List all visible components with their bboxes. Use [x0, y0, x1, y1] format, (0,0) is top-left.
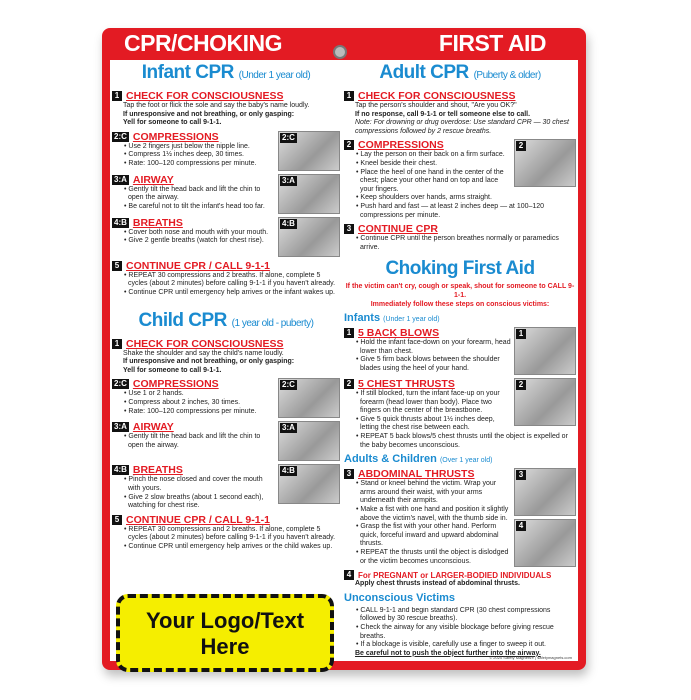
step-header	[112, 217, 275, 229]
instruction-text: Tap the person's shoulder and shout, "Are you OK?"	[355, 102, 517, 109]
instruction-step	[112, 378, 340, 418]
instruction-text: • Give 5 quick thrusts about 1½ inches deep, letting the chest rise between each.	[356, 415, 495, 432]
illustration-step-badge: 2:C	[282, 380, 295, 390]
step-number-badge: 1	[112, 91, 122, 101]
illustration-image	[514, 378, 576, 426]
section-title-text: Child CPR	[138, 309, 227, 331]
instruction-text: • Keep shoulders over hands, arms straight.	[356, 194, 492, 202]
step-header	[344, 378, 511, 390]
instruction-text: • Give 2 gentle breaths (watch for chest rise).	[124, 237, 264, 245]
step-number-badge: 4:B	[114, 465, 127, 475]
instruction-text: • Cover both nose and mouth with your mouth.	[124, 228, 269, 236]
step-header	[112, 514, 340, 526]
logo-line2: Here	[200, 634, 250, 659]
choking-intro: If the victim can't cry, cough or speak, shout for someone to CALL 9-1-1.	[345, 283, 575, 299]
instruction-text: • Rate: 100–120 compressions per minute.	[124, 407, 257, 415]
step-number-badge: 5	[112, 261, 122, 271]
illustration-image	[278, 378, 340, 418]
illustration-step-badge: 1	[516, 329, 526, 339]
step-heading: For PREGNANT or LARGER-BODIED INDIVIDUALS	[358, 570, 552, 580]
illustration-image	[278, 131, 340, 171]
step-number-badge: 5	[112, 515, 122, 525]
step-number-badge: 1	[344, 328, 354, 338]
section-title-text: Choking First Aid	[385, 258, 535, 280]
step-heading: 5 BACK BLOWS	[358, 327, 440, 340]
step-heading: CONTINUE CPR / CALL 9-1-1	[126, 513, 270, 526]
illustration-step-badge: 3:A	[282, 423, 295, 433]
instruction-text: • If a blockage is visible, carefully use a finger to sweep it out.	[356, 641, 546, 649]
step-header	[112, 131, 275, 143]
section-title	[344, 62, 576, 87]
step-header	[112, 464, 275, 476]
step-header	[112, 260, 340, 272]
instruction-text: • Pinch the nose closed and cover the mouth with yours.	[124, 476, 263, 492]
instruction-text: Yell for someone to call 9-1-1.	[123, 366, 222, 374]
group-heading	[344, 312, 576, 324]
step-heading: 5 CHEST THRUSTS	[358, 378, 455, 391]
step-header	[112, 378, 275, 390]
illustration-step-badge: 4:B	[282, 218, 295, 228]
instruction-text: Be careful not to push the object further into the airway.	[355, 649, 541, 657]
section-adult-cpr	[344, 62, 576, 252]
group-note: (Under 1 year old)	[383, 316, 440, 324]
step-heading: CHECK FOR CONSCIOUSNESS	[126, 337, 284, 350]
instruction-text: • Kneel beside their chest.	[356, 159, 438, 167]
step-heading: BREATHS	[132, 464, 183, 477]
illustration-step-badge: 4:B	[282, 466, 295, 476]
step-heading: AIRWAY	[132, 421, 174, 434]
instruction-text: • If still blocked, turn the infant face-up on your forearm (head lower than body). Place two fingers on the center of the breastbone.	[356, 390, 500, 415]
illustration-step-badge: 3	[516, 470, 526, 480]
step-number-badge: 4	[344, 570, 354, 580]
instruction-text: • Push hard and fast — at least 2 inches deep — at 100–120 compressions per minute.	[356, 202, 545, 219]
instruction-text: • Be careful not to tilt the infant's head too far.	[124, 202, 265, 210]
instruction-text: • Hold the infant face-down on your forearm, head lower than chest.	[356, 339, 511, 355]
instruction-text: • Rate: 100–120 compressions per minute.	[124, 159, 257, 167]
group-label: Adults & Children	[344, 453, 437, 466]
step-number-badge: 1	[344, 91, 354, 101]
instruction-text: • Compress about 2 inches, 30 times.	[124, 398, 241, 406]
step-header	[344, 139, 511, 151]
first-aid-card	[102, 28, 586, 670]
instruction-text: • Compress 1½ inches deep, 30 times.	[124, 151, 244, 159]
section-title	[112, 62, 340, 87]
section-title-text: Infant CPR	[141, 62, 234, 83]
step-number-badge: 3:A	[114, 174, 127, 184]
instruction-step	[112, 174, 340, 214]
instruction-text: • Use 2 fingers just below the nipple line.	[124, 142, 250, 150]
logo-placeholder	[116, 594, 334, 672]
section-title-text: Adult CPR	[379, 62, 469, 83]
instruction-text: • CALL 9-1-1 and begin standard CPR (30 chest compressions followed by 30 rescue breaths).	[356, 606, 551, 623]
step-number-badge: 1	[112, 339, 122, 349]
step-header	[112, 421, 275, 433]
step-heading: COMPRESSIONS	[132, 378, 219, 391]
step-number-badge: 2:C	[114, 131, 127, 141]
step-heading: CONTINUE CPR	[358, 223, 438, 236]
step-heading: CONTINUE CPR / CALL 9-1-1	[126, 259, 270, 272]
left-column	[112, 62, 340, 552]
instruction-step	[112, 464, 340, 510]
instruction-text: • REPEAT 5 back blows/5 chest thrusts until the object is expelled or the baby becomes unconscious.	[356, 433, 568, 449]
footer-copyright: © 2020 Safety Magnets® | safetymagnets.com	[489, 655, 572, 660]
step-heading: COMPRESSIONS	[132, 130, 219, 143]
illustration-image	[278, 217, 340, 257]
header-left-title: CPR/CHOKING	[124, 30, 283, 56]
instruction-text: • Grasp the fist with your other hand. Perform quick, forceful inward and upward abdominal thrusts.	[356, 523, 499, 548]
instruction-text: Yell for someone to call 9-1-1.	[123, 119, 222, 127]
illustration-image	[514, 139, 576, 187]
choking-intro: Immediately follow these steps on conscious victims:	[370, 300, 550, 308]
step-header	[344, 468, 511, 480]
instruction-text: Tap the foot or flick the sole and say the baby's name loudly.	[123, 102, 310, 109]
illustration-step-badge: 2:C	[282, 132, 295, 142]
instruction-text: • REPEAT 30 compressions and 2 breaths. If alone, complete 5 cycles (about 2 minutes) before calling 9-1-1 if you haven't already.	[124, 271, 336, 288]
illustration-image	[278, 174, 340, 214]
instruction-text: If unresponsive and not breathing, or only gasping:	[123, 358, 295, 366]
instruction-text: • Give 5 firm back blows between the shoulder blades using the heel of your hand.	[356, 356, 500, 372]
instruction-text: • Continue CPR until emergency help arrives or the infant wakes up.	[124, 288, 336, 296]
instruction-step	[112, 260, 340, 298]
instruction-step	[344, 570, 576, 589]
step-header	[344, 327, 511, 339]
section-infant-cpr	[112, 62, 340, 298]
illustration-step-badge: 4	[516, 521, 526, 531]
instruction-text: Shake the shoulder and say the child's name loudly.	[123, 349, 284, 357]
step-number-badge: 3:A	[114, 422, 127, 432]
instruction-step	[112, 131, 340, 171]
step-header	[344, 90, 576, 102]
section-subtitle: (Puberty & older)	[473, 70, 541, 81]
instruction-step	[344, 327, 576, 375]
step-heading: AIRWAY	[132, 173, 174, 186]
hanging-hole	[333, 45, 347, 59]
step-heading: ABDOMINAL THRUSTS	[358, 468, 475, 481]
step-number-badge: 2	[344, 140, 354, 150]
illustration-step-badge: 2	[516, 141, 526, 151]
logo-line1: Your Logo/Text	[145, 608, 305, 633]
instruction-text: • REPEAT 30 compressions and 2 breaths. If alone, complete 5 cycles (about 2 minutes) before calling 9-1-1 if you haven't already.	[124, 525, 336, 542]
step-number-badge: 2:C	[114, 379, 127, 389]
section-child-cpr	[112, 310, 340, 552]
step-header	[112, 338, 340, 350]
instruction-text: If unresponsive and not breathing, or only gasping:	[123, 110, 295, 118]
step-heading: CHECK FOR CONSCIOUSNESS	[126, 90, 284, 102]
instruction-step	[112, 514, 340, 552]
instruction-step	[344, 223, 576, 252]
step-header	[344, 223, 576, 235]
illustration-step-badge: 2	[516, 380, 526, 390]
instruction-text: • REPEAT the thrusts until the object is dislodged or the victim becomes unconscious.	[356, 549, 509, 565]
step-number-badge: 4:B	[114, 217, 127, 227]
instruction-text: • Check the airway for any visible blockage before giving rescue breaths.	[356, 624, 554, 640]
step-header	[344, 570, 576, 580]
section-subtitle: (Under 1 year old)	[238, 70, 311, 81]
group-note: (Over 1 year old)	[439, 457, 493, 465]
step-number-badge: 3	[344, 224, 354, 234]
section-title	[112, 310, 340, 335]
instruction-step	[344, 90, 576, 136]
illustration-image	[514, 327, 576, 375]
step-heading: BREATHS	[132, 216, 183, 229]
instruction-text: Note: For drowning or drug overdose: Use standard CPR — 30 chest compressions followed by 2 rescue breaths.	[355, 119, 569, 135]
right-column	[344, 62, 576, 658]
group-label: Infants	[344, 312, 381, 325]
instruction-text: • Gently tilt the head back and lift the chin to open the airway.	[124, 185, 261, 202]
instruction-text: • Use 1 or 2 hands.	[124, 390, 184, 398]
instruction-step	[112, 338, 340, 376]
instruction-text: • Gently tilt the head back and lift the chin to open the airway.	[124, 433, 261, 449]
instruction-text: If no response, call 9-1-1 or tell someone else to call.	[355, 110, 531, 118]
group-label: Unconscious Victims	[344, 591, 456, 604]
illustration-image	[514, 519, 576, 567]
instruction-text: • Give 2 slow breaths (about 1 second each), watching for chest rise.	[124, 493, 264, 510]
step-number-badge: 2	[344, 379, 354, 389]
instruction-step	[112, 421, 340, 461]
instruction-step	[344, 468, 576, 567]
instruction-text: • Continue CPR until the person breathes normally or paramedics arrive.	[356, 235, 559, 251]
instruction-step	[112, 217, 340, 257]
instruction-text: • Stand or kneel behind the victim. Wrap your arms around their waist, with your arms underneath their armpits.	[356, 480, 497, 505]
instruction-text: • Make a fist with one hand and position it slightly above the victim's navel, with the thumb side in.	[356, 506, 509, 522]
section-subtitle: (1 year old - puberty)	[231, 317, 314, 329]
header-right-title: FIRST AID	[438, 30, 546, 56]
instruction-text: • Place the heel of one hand in the center of the chest; place your other hand on top and lace your fingers.	[356, 168, 504, 193]
group-heading	[344, 453, 576, 465]
section-choking-first-aid	[344, 258, 576, 658]
section-title	[344, 258, 576, 283]
instruction-text: • Lay the person on their back on a firm surface.	[356, 151, 505, 159]
instruction-step	[344, 607, 576, 659]
step-heading: CHECK FOR CONSCIOUSNESS	[358, 90, 516, 102]
step-header	[112, 174, 275, 186]
instruction-step	[344, 139, 576, 220]
instruction-step	[344, 378, 576, 450]
step-header	[112, 90, 340, 102]
instruction-text: Apply chest thrusts instead of abdominal thrusts.	[355, 580, 520, 588]
illustration-step-badge: 3:A	[282, 175, 295, 185]
illustration-image	[278, 421, 340, 461]
illustration-image	[278, 464, 340, 504]
group-heading	[344, 592, 576, 604]
instruction-step	[112, 90, 340, 128]
instruction-text: • Continue CPR until emergency help arrives or the child wakes up.	[124, 542, 333, 550]
step-heading: COMPRESSIONS	[358, 139, 444, 152]
card-body	[110, 60, 578, 661]
illustration-image	[514, 468, 576, 516]
step-number-badge: 3	[344, 469, 354, 479]
